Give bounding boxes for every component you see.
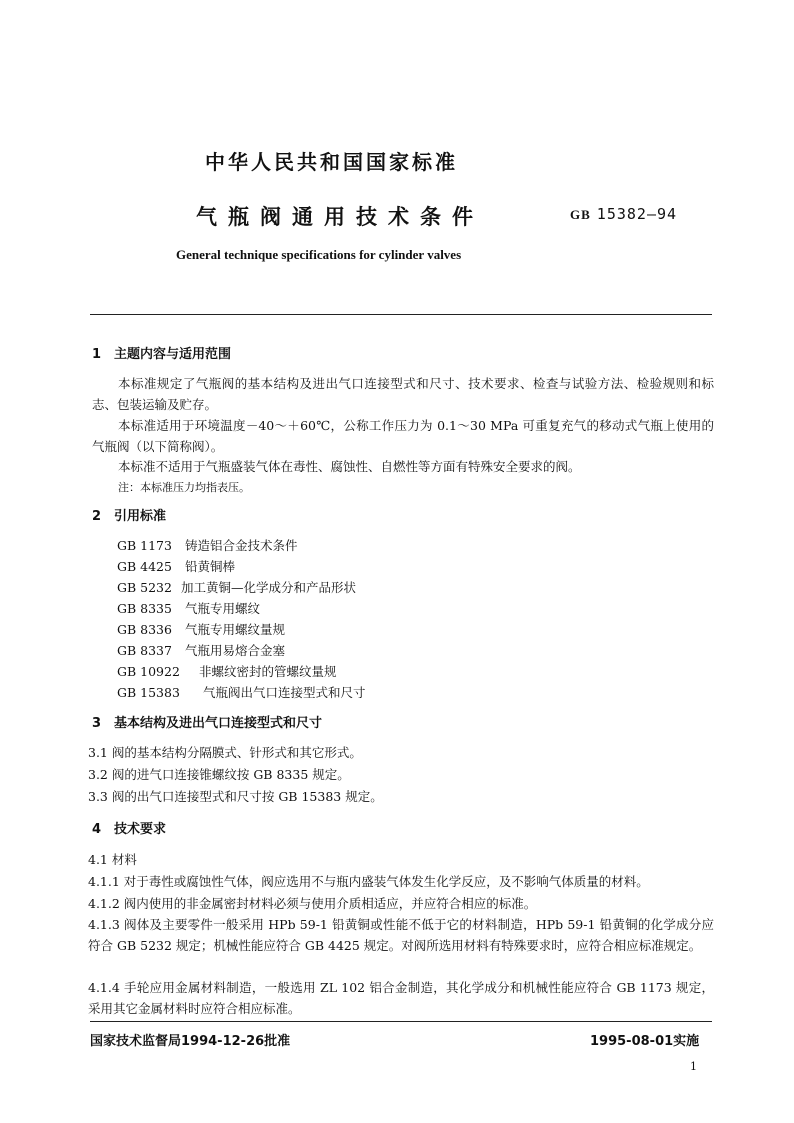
national-standard-heading: 中华人民共和国国家标准: [205, 150, 458, 174]
reference-item: GB 1173 铸造铝合金技术条件: [117, 538, 298, 553]
standard-code: 15382—94: [596, 205, 678, 223]
header-divider: [90, 314, 712, 315]
sec1-paragraph-1: 本标准规定了气瓶阀的基本结构及进出气口连接型式和尺寸、技术要求、检查与试验方法、检验规则和标志、包装运输及贮存。: [92, 376, 714, 412]
document-title: 气瓶阀通用技术条件: [196, 205, 484, 229]
sec1-note: 注：本标准压力均指表压。: [118, 481, 250, 494]
reference-item: GB 8337 气瓶用易熔合金塞: [117, 643, 286, 658]
sec4-item-4-1-1: 4.1.1 对于毒性或腐蚀性气体，阀应选用不与瓶内盛装气体发生化学反应，及不影响气体质量的材料。: [88, 874, 649, 889]
footer-divider: [90, 1021, 712, 1022]
reference-list: [117, 535, 517, 703]
section-2-heading: 2 引用标准: [92, 509, 167, 524]
implementation-date: 1995-08-01实施: [590, 1034, 700, 1049]
sec3-item-3: 3.3 阀的出气口连接型式和尺寸按 GB 15383 规定。: [88, 789, 383, 804]
sec4-item-4-1-4: 4.1.4 手轮应用金属材料制造，一般选用 ZL 102 铝合金制造，其化学成分和机械性能应符合 GB 1173 规定，采用其它金属材料时应符合相应标准。: [88, 980, 714, 1016]
sec1-paragraph-2: 本标准适用于环境温度－40～＋60℃，公称工作压力为 0.1～30 MPa 可重复充气的移动式气瓶上使用的气瓶阀（以下简称阀）。: [92, 418, 714, 454]
reference-item: GB 8336 气瓶专用螺纹量规: [117, 622, 286, 637]
sec3-item-1: 3.1 阀的基本结构分隔膜式、针形式和其它形式。: [88, 745, 362, 760]
reference-item: GB 4425 铅黄铜棒: [117, 559, 236, 574]
standard-prefix: GB: [570, 207, 591, 222]
sec1-paragraph-3: 本标准不适用于气瓶盛装气体在毒性、腐蚀性、自燃性等方面有特殊安全要求的阀。: [118, 459, 581, 474]
reference-item: GB 8335 气瓶专用螺纹: [117, 601, 261, 616]
reference-item: GB 5232 加工黄铜—化学成分和产品形状: [117, 580, 357, 595]
sec4-item-4-1-2: 4.1.2 阀内使用的非金属密封材料必须与使用介质相适应，并应符合相应的标准。: [88, 896, 537, 911]
approval-date: 国家技术监督局1994-12-26批准: [90, 1034, 291, 1049]
standard-number: [570, 205, 677, 223]
section-3-heading: 3 基本结构及进出气口连接型式和尺寸: [92, 716, 323, 731]
sec4-item-4-1: 4.1 材料: [88, 852, 137, 867]
reference-item: GB 10922 非螺纹密封的管螺纹量规: [117, 664, 337, 679]
sec3-item-2: 3.2 阀的进气口连接锥螺纹按 GB 8335 规定。: [88, 767, 350, 782]
section-4-heading: 4 技术要求: [92, 822, 167, 837]
page-number: 1: [690, 1060, 697, 1073]
sec4-item-4-1-3: 4.1.3 阀体及主要零件一般采用 HPb 59-1 铅黄铜或性能不低于它的材料制造，HPb 59-1 铅黄铜的化学成分应符合 GB 5232 规定；机械性能应符合 GB 4425 规定。对阀所选用材料有特殊要求时，应符合相应标准规定。: [88, 917, 714, 953]
english-title: General technique specifications for cylinder valves: [176, 247, 462, 262]
reference-item: GB 15383 气瓶阀出气口连接型式和尺寸: [117, 685, 366, 700]
section-1-heading: 1 主题内容与适用范围: [92, 347, 232, 362]
